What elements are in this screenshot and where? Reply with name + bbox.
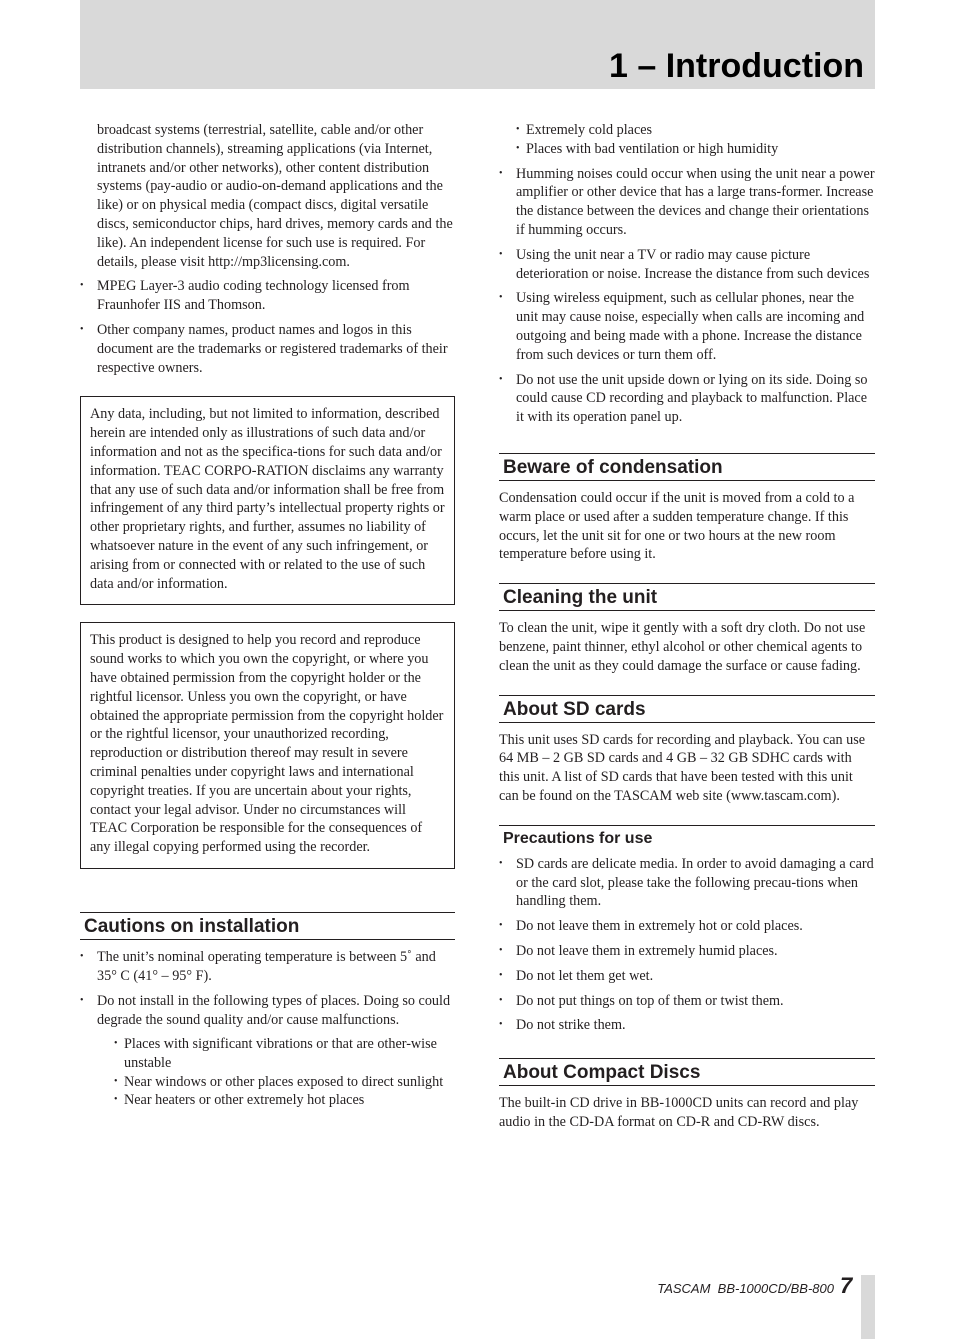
unsuitable-places-list-cont [516, 121, 875, 159]
intro-paragraph: broadcast systems (terrestrial, satellite, cable and/or other distribution channels), streaming applications (via Internet, intranets and/or other networks), other content distribution systems (pay-audio or audio-on-demand applications and the like) or on physical media (compact discs, digital versatile discs, semiconductor chips, hard drives, memory cards and the like). An independent license for such use is required. For details, please visit http://mp3licensing.com. [97, 122, 453, 270]
sub-list-item: • Near windows or other places exposed to direct sunlight [114, 1073, 455, 1092]
sub-list-item: • Places with bad ventilation or high humidity [516, 140, 875, 159]
data-disclaimer-box [80, 396, 455, 605]
list-item: • Humming noises could occur when using the unit near a power amplifier or other device that has a large trans-former. Increase the distance between the devices and change their orientations if humming occurs. [499, 165, 875, 240]
list-item-text: Do not install in the following types of places. Doing so could degrade the sound quality and/or cause malfunctions. [97, 993, 451, 1029]
list-item: • Do not strike them. [499, 1016, 875, 1035]
right-column [499, 121, 875, 1132]
trademark-list [80, 277, 455, 377]
list-item: • Other company names, product names and logos in this document are the trademarks or registered trademarks of their respective owners. [80, 321, 455, 377]
list-item: • Using wireless equipment, such as cellular phones, near the unit may cause noise, especially when calls are incoming and outgoing and being made with a phone. Increase the distance from such devices or turn them off. [499, 289, 875, 364]
list-item: • Do not put things on top of them or twist them. [499, 992, 875, 1011]
precautions-list [499, 855, 875, 1035]
list-item: • SD cards are delicate media. In order to avoid damaging a card or the card slot, please take the following precau-tions when handling them. [499, 855, 875, 911]
sub-list-item: • Places with significant vibrations or that are other-wise unstable [114, 1035, 455, 1073]
list-item: • The unit’s nominal operating temperature is between 5˚ and 35° C (41° – 95° F). [80, 948, 455, 986]
left-column [80, 121, 455, 1110]
section-heading-condensation: Beware of condensation [499, 453, 875, 481]
section-heading-compact-discs: About Compact Discs [499, 1058, 875, 1086]
unsuitable-places-list [114, 1035, 455, 1110]
footer-model: TASCAM BB-1000CD/BB-800 [657, 1281, 834, 1296]
cautions-list [80, 948, 455, 1110]
list-item: • Do not leave them in extremely humid places. [499, 942, 875, 961]
sd-cards-text: This unit uses SD cards for recording and playback. You can use 64 MB – 2 GB SD cards and 4 GB – 32 GB SDHC cards with this unit. A list of SD cards that have been tested with this unit can be found on the TASCAM web site (www.tascam.com). [499, 731, 866, 804]
subsection-heading-precautions: Precautions for use [499, 825, 875, 849]
list-item [80, 992, 455, 1110]
page-number: 7 [840, 1273, 853, 1298]
copyright-notice-text: This product is designed to help you record and reproduce sound works to which you own the copyright, or where you have obtained permission from the copyright holder or the rightful licensor. Unless you own the copyright, or have obtained the appropriate permission from the copyright holder or the rightful licensor, your unauthorized recording, reproduction or distribution thereof may result in severe criminal penalties under copyright laws and international copyright treaties. If you are uncertain about your rights, contact your legal advisor. Under no circumstances will TEAC Corporation be responsible for the consequences of any illegal copying performed using the recorder. [90, 632, 444, 856]
installation-warnings-list [499, 165, 875, 427]
list-item: • Using the unit near a TV or radio may cause picture deterioration or noise. Increase the distance from such devices [499, 246, 875, 284]
cleaning-text: To clean the unit, wipe it gently with a soft dry cloth. Do not use benzene, paint thinner, ethyl alcohol or other chemical agents to clean the unit as they could damage the surface or cause fading. [499, 620, 866, 674]
list-item: • Do not use the unit upside down or lying on its side. Doing so could cause CD recording and playback to malfunction. Place it with its operation panel up. [499, 371, 875, 427]
sub-list-item: • Extremely cold places [516, 121, 875, 140]
section-heading-cleaning: Cleaning the unit [499, 583, 875, 611]
section-heading-sd-cards: About SD cards [499, 695, 875, 723]
section-heading-cautions: Cautions on installation [80, 912, 455, 940]
condensation-text: Condensation could occur if the unit is moved from a cold to a warm place or used after a sudden temperature change. If this occurs, let the unit sit for one or two hours at the new room temperature before using it. [499, 489, 855, 563]
data-disclaimer-text: Any data, including, but not limited to information, described herein are intended only as illustrations of such data and/or information and not as the specifica-tions for such data and/or information. TEAC CORPO-RATION disclaims any warranty that any use of such data and/or information shall be free from infringement of any third party’s intellectual property rights or other proprietary rights, and further, assumes no liability of whatsoever nature in the event of any such infringement, or arising from or connected with or related to the use of such data and/or information. [90, 406, 445, 592]
chapter-title: 1 – Introduction [609, 47, 864, 85]
list-item: • Do not leave them in extremely hot or cold places. [499, 917, 875, 936]
compact-discs-text: The built-in CD drive in BB-1000CD units can record and play audio in the CD-DA format on CD-R and CD-RW discs. [499, 1095, 859, 1130]
copyright-notice-box [80, 622, 455, 869]
list-item: • MPEG Layer-3 audio coding technology licensed from Fraunhofer IIS and Thomson. [80, 277, 455, 315]
page-edge-tab [861, 1275, 875, 1339]
sub-list-item: • Near heaters or other extremely hot places [114, 1091, 455, 1110]
list-item: • Do not let them get wet. [499, 967, 875, 986]
